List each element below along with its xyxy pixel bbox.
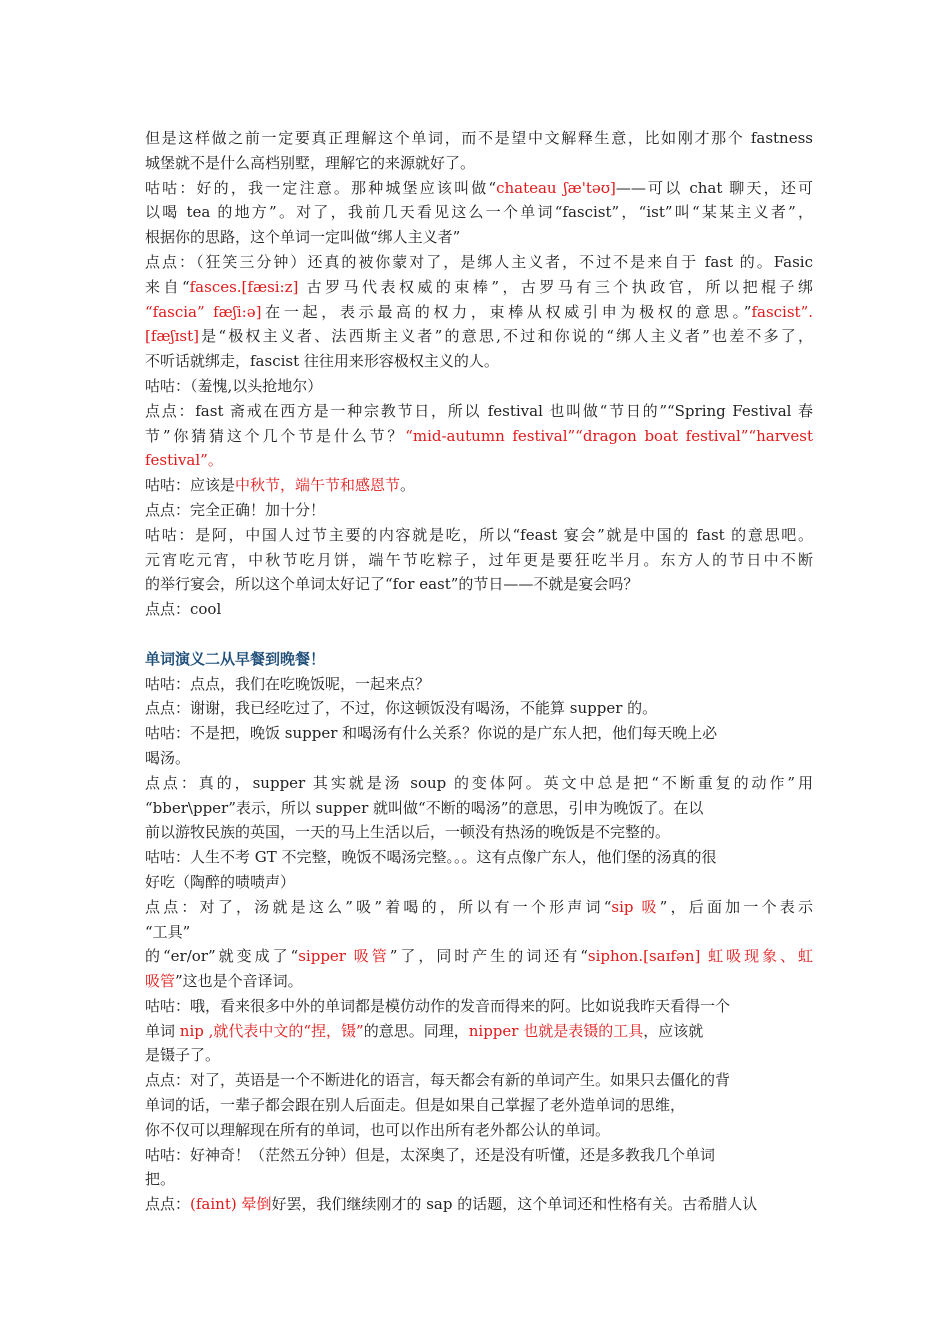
text-line: 把。 <box>145 1170 176 1189</box>
text-segment: 是“极权主义者、法西斯主义者”的意思,不过和你说的“绑人主义者”也差不多了， <box>198 327 813 346</box>
text-line: 不听话就绑走，fascist 往往用来形容极权主义的人。 <box>145 352 499 371</box>
highlighted-text: festival”。 <box>145 451 223 470</box>
highlighted-text: “fascia” fæʃi:ə] <box>145 302 262 321</box>
text-line: 咕咕：不是把，晚饭 supper 和喝汤有什么关系？你说的是广东人把，他们每天晚上必 <box>145 724 718 743</box>
highlighted-text: 吸管 <box>145 972 176 991</box>
text-line <box>145 969 813 994</box>
text-segment: 的“er/or”就变成了“ <box>145 947 299 966</box>
highlighted-text: sipper 吸管 <box>298 947 390 966</box>
highlighted-text: [fæʃɪst] <box>145 327 199 346</box>
highlighted-text: siphon.[saɪfən] 虹吸现象、虹 <box>587 947 813 966</box>
highlighted-text: 中秋节，端午节和感恩节 <box>235 476 401 495</box>
highlighted-text: sip 吸 <box>611 897 660 916</box>
text-segment: 咕咕：应该是 <box>145 476 236 495</box>
highlighted-text: fasces.[fæsi:z] <box>189 277 299 296</box>
text-line: 单词的话，一辈子都会跟在别人后面走。但是如果自己掌握了老外造单词的思维， <box>145 1096 686 1115</box>
text-line <box>145 944 813 969</box>
text-segment: 节”你猜猜这个几个节是什么节？ <box>145 426 406 445</box>
text-line <box>145 895 813 920</box>
text-line: 是镊子了。 <box>145 1046 221 1065</box>
text-line: 的举行宴会，所以这个单词太好记了“for east”的节日——不就是宴会吗？ <box>145 575 639 594</box>
text-line: 点点：真的，supper 其实就是汤 soup 的变体阿。英文中总是把“不断重复的动作”用 <box>145 773 813 792</box>
text-line: 点点：对了，英语是一个不断进化的语言，每天都会有新的单词产生。如果只去僵化的背 <box>145 1071 731 1090</box>
text-line: “工具” <box>145 922 191 941</box>
text-line: 咕咕：（羞愧,以头抢地尔） <box>145 376 323 395</box>
text-line: 以喝 tea 的地方”。对了，我前几天看见这么一个单词“fascist”，“ist”叫“某某主义者”， <box>145 203 813 222</box>
text-line: 根据你的思路，这个单词一定叫做“绑人主义者” <box>145 228 461 247</box>
text-segment: 古罗马代表权威的束棒”，古罗马有三个执政官，所以把棍子绑 <box>298 277 813 296</box>
text-line <box>145 176 813 201</box>
text-segment: 咕咕：好的，我一定注意。那种城堡应该叫做“ <box>145 178 497 197</box>
text-line: 点点：（狂笑三分钟）还真的被你蒙对了，是绑人主义者，不过不是来自于 fast 的。Fasic <box>145 252 813 271</box>
highlighted-text: chateau ʃæ'təʊ] <box>496 178 616 197</box>
text-segment: ”，后面加一个表示 <box>659 897 813 916</box>
text-segment: 的意思。同理， <box>363 1021 469 1040</box>
document-body <box>145 126 813 1217</box>
text-segment: 点点：对了，汤就是这么”吸”着喝的，所以有一个形声词“ <box>145 897 612 916</box>
text-segment: 好罢，我们继续刚才的 sap 的话题，这个单词还和性格有关。古希腊人认 <box>271 1195 758 1214</box>
text-line: 咕咕：哦，看来很多中外的单词都是模仿动作的发音而得来的阿。比如说我昨天看得一个 <box>145 996 731 1015</box>
highlighted-text: nipper 也就是表镊的工具 <box>468 1021 644 1040</box>
text-line: “bber\pper”表示，所以 supper 就叫做“不断的喝汤”的意思，引申为晚饭了。在以 <box>145 798 704 817</box>
text-segment: 在一起，表示最高的权力，束棒从权威引申为极权的意思。” <box>261 302 752 321</box>
text-line <box>145 424 813 449</box>
text-line: 元宵吃元宵，中秋节吃月饼，端午节吃粽子，过年更是要狂吃半月。东方人的节日中不断 <box>145 550 813 569</box>
highlighted-text: fascist”. <box>751 302 813 321</box>
text-line <box>145 300 813 325</box>
text-segment: ”这也是个音译词。 <box>175 972 303 991</box>
text-line <box>145 1019 813 1044</box>
text-line: 点点：fast 斋戒在西方是一种宗教节日，所以 festival 也叫做“节日的”“Spring Festival 春 <box>145 401 813 420</box>
text-line <box>145 324 813 349</box>
text-line: 咕咕：点点，我们在吃晚饭呢，一起来点？ <box>145 674 431 693</box>
highlighted-text: (faint) 晕倒 <box>190 1195 272 1214</box>
text-line: 咕咕：好神奇！（茫然五分钟）但是，太深奥了，还是没有听懂，还是多教我几个单词 <box>145 1145 716 1164</box>
text-segment: ”了，同时产生的词还有“ <box>389 947 588 966</box>
section-heading: 单词演义二从早餐到晚餐！ <box>145 649 326 668</box>
text-segment: 来自“ <box>145 277 190 296</box>
text-line: 点点：谢谢，我已经吃过了，不过，你这顿饭没有喝汤，不能算 supper 的。 <box>145 699 658 718</box>
text-line: 咕咕：人生不考 GT 不完整，晚饭不喝汤完整。。。这有点像广东人，他们堡的汤真的很 <box>145 848 717 867</box>
text-segment: 点点： <box>145 1195 191 1214</box>
text-line: 城堡就不是什么高档别墅，理解它的来源就好了。 <box>145 153 476 172</box>
text-line <box>145 448 813 473</box>
text-line: 点点：完全正确！加十分！ <box>145 500 326 519</box>
text-line: 前以游牧民族的英国，一天的马上生活以后，一顿没有热汤的晚饭是不完整的。 <box>145 823 671 842</box>
text-segment: 。 <box>400 476 416 495</box>
text-line <box>145 1192 813 1217</box>
blank-line <box>145 622 813 647</box>
highlighted-text: nip ,就代表中文的“捏，镊” <box>179 1021 364 1040</box>
text-line: 你不仅可以理解现在所有的单词，也可以作出所有老外都公认的单词。 <box>145 1120 611 1139</box>
text-line <box>145 473 813 498</box>
text-line: 点点：cool <box>145 600 222 619</box>
text-line <box>145 275 813 300</box>
text-line: 咕咕：是阿，中国人过节主要的内容就是吃，所以“feast 宴会”就是中国的 fast 的意思吧。 <box>145 525 813 544</box>
text-line: 喝汤。 <box>145 748 191 767</box>
text-segment: 单词 <box>145 1021 180 1040</box>
highlighted-text: “mid-autumn festival”“dragon boat festival”“harvest <box>405 426 813 445</box>
text-line: 但是这样做之前一定要真正理解这个单词，而不是望中文解释生意，比如刚才那个 fastness <box>145 129 813 147</box>
text-line: 好吃（陶醉的啧啧声） <box>145 872 296 891</box>
text-segment: ，应该就 <box>643 1021 704 1040</box>
text-segment: ——可以 chat 聊天，还可 <box>615 178 813 197</box>
